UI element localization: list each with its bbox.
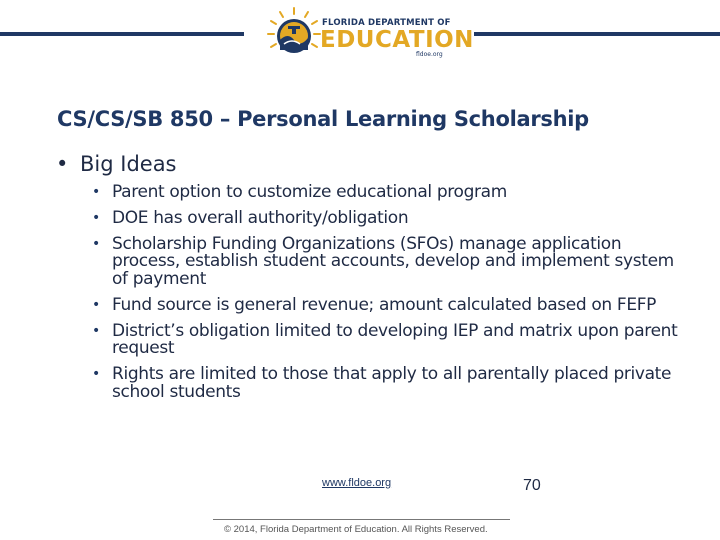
bullet-dot-icon: • <box>92 296 100 313</box>
logo-org-name: FLORIDA DEPARTMENT OF <box>322 18 451 28</box>
list-item: • Scholarship Funding Organizations (SFOs) manage application process, establish student accounts, develop and implement system of payment <box>92 233 674 289</box>
main-bullet-label: Big Ideas <box>80 152 177 176</box>
list-item: • Fund source is general revenue; amount calculated based on FEFP <box>92 294 657 315</box>
bullet-dot-icon: • <box>92 322 100 339</box>
list-item: • DOE has overall authority/obligation <box>92 207 409 228</box>
slide-title: CS/CS/SB 850 – Personal Learning Scholarship <box>57 107 589 131</box>
footer-website-link[interactable]: www.fldoe.org <box>322 477 392 489</box>
logo-wordmark: EDUCATION <box>320 27 474 53</box>
list-item: • District’s obligation limited to developing IEP and matrix upon parent request <box>92 320 678 359</box>
bullet-dot-icon: • <box>56 152 69 176</box>
logo-website: fldoe.org <box>416 51 443 58</box>
list-item: • Parent option to customize educational program <box>92 182 507 202</box>
bullet-dot-icon: • <box>92 184 100 200</box>
fldoe-logo <box>266 6 474 62</box>
sun-emblem-icon <box>266 6 322 62</box>
bullet-dot-icon: • <box>92 235 100 252</box>
footer-copyright: © 2014, Florida Department of Education. All Rights Reserved. <box>224 524 488 535</box>
bullet-dot-icon: • <box>92 366 100 383</box>
bullet-dot-icon: • <box>92 209 100 226</box>
header-rule-left <box>0 32 244 36</box>
header-rule-right <box>474 32 720 36</box>
page-number: 70 <box>523 477 541 494</box>
sub-bullet-list <box>88 184 688 410</box>
list-item: • Rights are limited to those that apply to all parentally placed private school students <box>92 364 672 402</box>
footer-divider <box>213 519 510 520</box>
main-bullet <box>56 152 177 176</box>
